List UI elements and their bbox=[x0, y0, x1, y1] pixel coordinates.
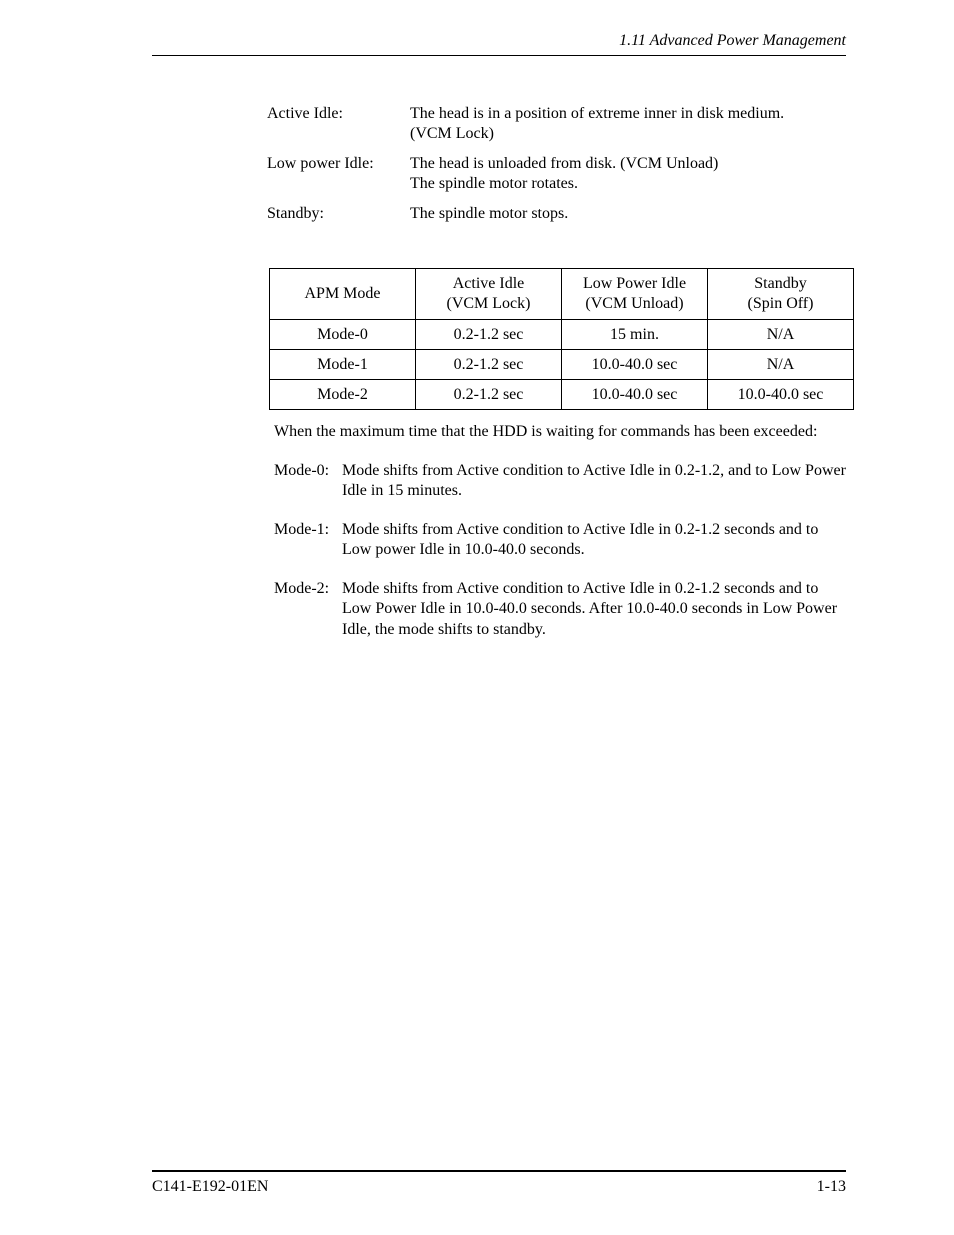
mode-note-term: Mode-0: bbox=[274, 461, 330, 479]
column-header-standby: Standby (Spin Off) bbox=[708, 269, 854, 320]
column-header-low-power-idle: Low Power Idle (VCM Unload) bbox=[562, 269, 708, 320]
mode-note-item bbox=[274, 520, 849, 561]
page-footer bbox=[152, 1170, 846, 1197]
table-cell: 10.0-40.0 sec bbox=[708, 380, 854, 410]
apm-mode-table bbox=[269, 268, 854, 410]
table-header-row bbox=[270, 269, 854, 320]
definition-term: Standby: bbox=[267, 205, 324, 222]
definition-item bbox=[267, 154, 857, 194]
table-row bbox=[270, 380, 854, 410]
table-cell: Mode-1 bbox=[270, 350, 416, 380]
column-header-active-idle: Active Idle (VCM Lock) bbox=[416, 269, 562, 320]
definition-term: Low power Idle: bbox=[267, 155, 374, 172]
table-cell: 10.0-40.0 sec bbox=[562, 380, 708, 410]
table-cell: 0.2-1.2 sec bbox=[416, 380, 562, 410]
mode-notes bbox=[274, 422, 849, 658]
table-cell: 0.2-1.2 sec bbox=[416, 350, 562, 380]
definition-line: The head is in a position of extreme inner in disk medium. bbox=[410, 105, 785, 122]
column-header-apm-mode: APM Mode bbox=[270, 269, 416, 320]
table-cell: N/A bbox=[708, 350, 854, 380]
mode-note-text: Mode shifts from Active condition to Active Idle in 0.2-1.2 seconds and to Low power Idle in 10.0-40.0 seconds. bbox=[342, 520, 819, 558]
definition-item bbox=[267, 104, 857, 144]
definition-line: The spindle motor stops. bbox=[410, 205, 569, 222]
table-cell: 15 min. bbox=[562, 320, 708, 350]
section-title: 1.11 Advanced Power Management bbox=[619, 32, 846, 49]
definition-line: The head is unloaded from disk. (VCM Unload) bbox=[410, 155, 719, 172]
definition-line: The spindle motor rotates. bbox=[410, 175, 578, 192]
mode-note-term: Mode-1: bbox=[274, 520, 330, 538]
mode-note-term: Mode-2: bbox=[274, 579, 330, 597]
mode-note-text: Mode shifts from Active condition to Active Idle in 0.2-1.2, and to Low Power Idle in 15 minutes. bbox=[342, 461, 846, 499]
definition-description bbox=[410, 154, 857, 194]
document-id: C141-E192-01EN bbox=[152, 1178, 269, 1195]
definition-description bbox=[410, 104, 857, 144]
table-cell: 10.0-40.0 sec bbox=[562, 350, 708, 380]
page-header bbox=[152, 31, 846, 56]
table-cell: N/A bbox=[708, 320, 854, 350]
definition-line: (VCM Lock) bbox=[410, 125, 494, 142]
mode-note-text: Mode shifts from Active condition to Active Idle in 0.2-1.2 seconds and to Low Power Idle in 10.0-40.0 seconds. After 10.0-40.0 seconds in Low Power Idle, the mode shifts to standby. bbox=[342, 579, 838, 638]
definition-description bbox=[410, 204, 857, 224]
notes-intro: When the maximum time that the HDD is waiting for commands has been exceeded: bbox=[274, 423, 818, 440]
definition-item bbox=[267, 204, 857, 224]
table-row bbox=[270, 350, 854, 380]
table-cell: Mode-0 bbox=[270, 320, 416, 350]
definition-term: Active Idle: bbox=[267, 105, 343, 122]
page-number: 1-13 bbox=[816, 1178, 846, 1195]
table-row bbox=[270, 320, 854, 350]
mode-note-item bbox=[274, 579, 849, 641]
definition-list bbox=[267, 104, 857, 234]
table-cell: Mode-2 bbox=[270, 380, 416, 410]
mode-note-item bbox=[274, 461, 849, 502]
table-cell: 0.2-1.2 sec bbox=[416, 320, 562, 350]
